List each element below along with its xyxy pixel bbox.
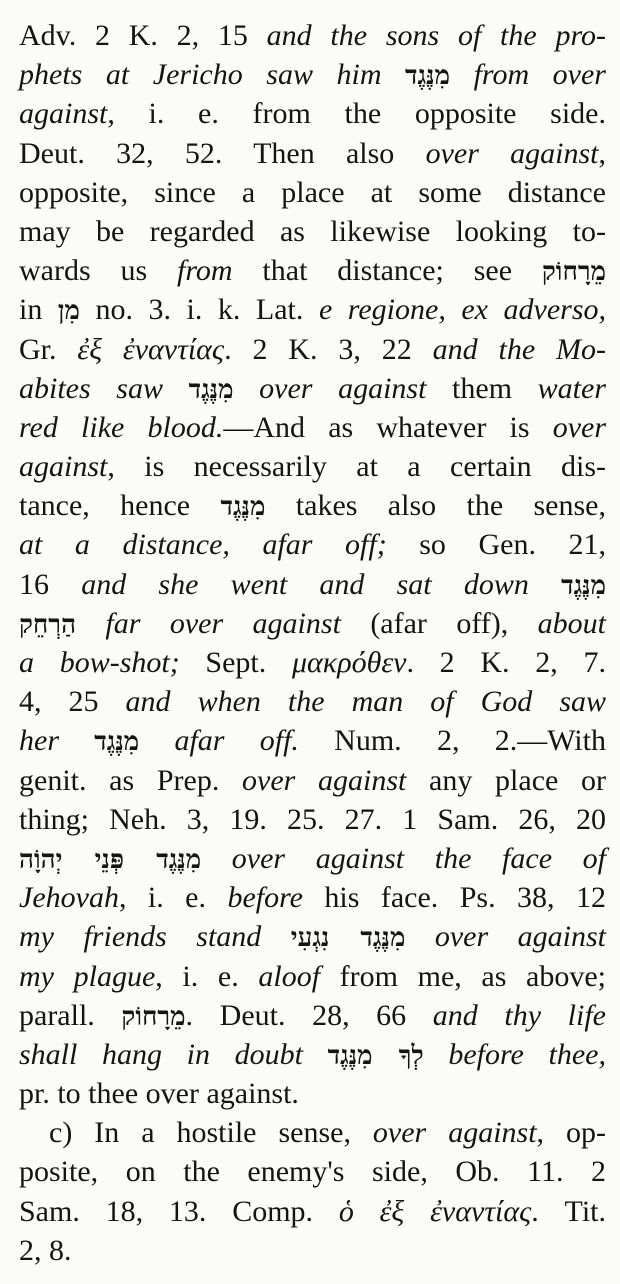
italic-phrase: and she went and sat down: [81, 567, 529, 601]
italic-phrase: far over against: [76, 606, 371, 640]
text-run: pr. to thee over against.: [19, 1077, 299, 1111]
text-line: [19, 447, 606, 486]
text-line: [19, 55, 606, 94]
hebrew-word: מִנֶּגֶד: [220, 492, 266, 523]
text-line: [19, 1074, 606, 1113]
italic-phrase: about: [537, 606, 606, 640]
text-line: [19, 996, 606, 1035]
text-line: [19, 1231, 606, 1270]
italic-phrase: abites saw: [19, 371, 189, 405]
text-run: posite, on the enemy's side, Ob. 11. 2: [19, 1155, 606, 1189]
text-run: . 2 K. 3, 22: [224, 332, 433, 366]
text-run: Adv. 2 K. 2, 15: [19, 19, 267, 52]
text-line: [19, 682, 606, 721]
italic-phrase: over against the face of: [201, 841, 606, 875]
text-run: thing; Neh. 3, 19. 25. 27. 1 Sam. 26, 20: [19, 802, 606, 836]
text-run: Deut. 32, 52. Then also: [19, 136, 426, 170]
italic-phrase: over against: [425, 136, 599, 170]
italic-phrase: against: [19, 97, 108, 131]
italic-phrase: phets at Jericho saw him: [19, 58, 406, 92]
hebrew-word: מִנֶּגֶד: [405, 61, 451, 92]
text-run: , i. e. from the opposite side.: [107, 97, 606, 131]
text-line: [19, 878, 606, 917]
italic-phrase: over against: [233, 371, 453, 405]
text-run: Gr.: [19, 332, 78, 366]
hebrew-word: מִנֶּגֶד פְּנֵי יְהוָֹה: [19, 844, 202, 875]
text-run: in: [19, 293, 58, 327]
text-line: [19, 643, 606, 682]
text-line: [19, 369, 606, 408]
italic-phrase: over against: [372, 1116, 537, 1150]
text-run: no. 3. i. k. Lat.: [79, 293, 319, 327]
text-line: [19, 408, 606, 447]
text-run: from me, as above;: [320, 959, 607, 993]
text-run: ,: [598, 136, 606, 170]
text-run: c) In a hostile sense,: [49, 1116, 373, 1150]
greek-phrase: ὁ ἐξ ἐναντίας: [338, 1194, 532, 1228]
italic-phrase: my friends stand: [19, 920, 291, 954]
text-line: [19, 486, 606, 525]
italic-phrase: a bow-shot;: [19, 646, 180, 679]
text-line: [19, 251, 606, 290]
text-run: Sam. 18, 13. Comp.: [19, 1194, 339, 1228]
italic-phrase: red like blood.: [19, 410, 224, 444]
text-run: his face. Ps. 38, 12: [302, 881, 606, 915]
text-run: (afar off),: [370, 606, 538, 640]
text-line: [19, 1192, 606, 1231]
text-line: [19, 94, 606, 133]
text-run: Num. 2, 2.—With: [298, 724, 606, 758]
text-line: [19, 173, 606, 212]
greek-phrase: ἐξ ἐναντίας: [77, 332, 225, 366]
italic-phrase: over against: [242, 763, 407, 797]
hebrew-word: מֵרָחוֹק: [121, 1001, 186, 1032]
text-line: [19, 1035, 606, 1074]
hebrew-word: מִן: [57, 296, 80, 327]
text-line: [19, 565, 606, 604]
text-line: [19, 917, 606, 956]
text-line: [19, 1152, 606, 1191]
italic-phrase: against: [19, 450, 108, 484]
hebrew-word: מִנֶּגֶד: [188, 374, 234, 405]
italic-phrase: and thy life: [432, 998, 606, 1032]
text-run: , i. e.: [155, 959, 259, 993]
italic-phrase: over against: [405, 920, 607, 954]
text-run: , i. e.: [118, 881, 228, 915]
text-line: [19, 761, 606, 800]
text-run: them: [452, 371, 538, 405]
italic-phrase: and the Mo-: [432, 332, 606, 366]
text-run: 16: [19, 567, 82, 601]
text-line: [19, 957, 606, 996]
text-line: [19, 16, 606, 55]
hebrew-word: מִנֶּגֶד נִגְעִי: [290, 923, 406, 954]
text-run: tance, hence: [19, 489, 221, 523]
text-line: [19, 212, 606, 251]
italic-phrase: before: [227, 881, 303, 915]
text-run: 2, 8.: [19, 1233, 72, 1267]
text-run: may be regarded as likewise looking to-: [19, 214, 606, 248]
text-line: [19, 839, 606, 878]
text-run: that distance; see: [232, 254, 542, 288]
greek-phrase: μακρόθεν: [291, 646, 407, 679]
text-line: [19, 1113, 606, 1152]
text-run: Sept.: [179, 646, 292, 679]
italic-phrase: her: [19, 724, 95, 758]
text-run: wards us: [19, 254, 178, 288]
text-run: takes also the sense,: [265, 489, 606, 523]
text-line: [19, 721, 606, 760]
italic-phrase: water: [537, 371, 606, 405]
italic-phrase: at a distance, afar off;: [19, 528, 387, 562]
italic-phrase: shall hang in doubt: [19, 1037, 328, 1071]
text-run: parall.: [19, 998, 122, 1032]
text-line: [19, 604, 606, 643]
text-run: any place or: [406, 763, 606, 797]
text-run: 4, 25: [19, 685, 126, 719]
italic-phrase: my plague: [19, 959, 156, 993]
text-run: , op-: [536, 1116, 607, 1150]
italic-phrase: before thee,: [423, 1037, 606, 1071]
text-line: [19, 525, 606, 564]
text-run: so Gen. 21,: [386, 528, 606, 562]
italic-phrase: Jehovah: [19, 881, 119, 915]
italic-phrase: afar off.: [139, 724, 299, 758]
italic-phrase: aloof: [258, 959, 321, 993]
hebrew-word: לְךָ מִנֶּגֶד: [327, 1040, 424, 1071]
text-line: [19, 330, 606, 369]
text-run: genit. as Prep.: [19, 763, 243, 797]
text-run: —And as whatever is: [223, 410, 553, 444]
text-line: [19, 290, 606, 329]
text-run: . Tit.: [531, 1194, 606, 1228]
hebrew-word: הַרְחֵק: [19, 609, 77, 640]
text-run: , is necessarily at a certain dis-: [107, 450, 606, 484]
text-line: [19, 800, 606, 839]
text-line: [19, 134, 606, 173]
text-run: opposite, since a place at some distance: [19, 175, 606, 209]
text-run: . Deut. 28, 66: [185, 998, 433, 1032]
italic-phrase: and the sons of the pro-: [266, 19, 606, 52]
italic-phrase: e regione, ex adverso,: [318, 293, 606, 327]
text-run: . 2 K. 2, 7.: [406, 646, 606, 679]
italic-phrase: from: [177, 254, 233, 288]
italic-phrase: from over: [450, 58, 606, 92]
hebrew-word: מִנֶּגֶד: [94, 727, 140, 758]
italic-phrase: and when the man of God saw: [125, 685, 607, 719]
hebrew-word: מֵרָחוֹק: [541, 257, 607, 288]
hebrew-word: מִנֶּגֶד: [561, 570, 607, 601]
italic-phrase: over: [552, 410, 606, 444]
text-run: [529, 568, 561, 601]
